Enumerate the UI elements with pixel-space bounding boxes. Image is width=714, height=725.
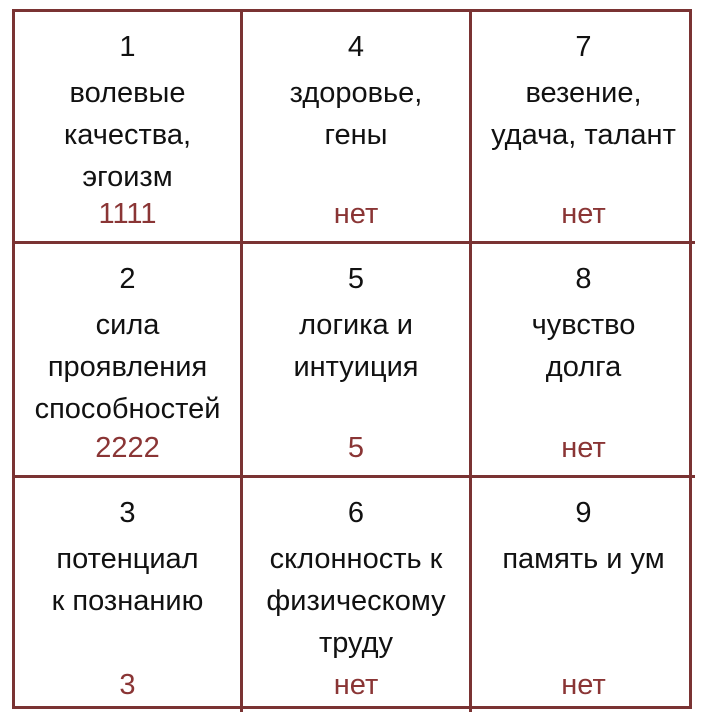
description-line: удача, талант bbox=[491, 119, 676, 151]
grid-cell-2 bbox=[15, 244, 243, 478]
description-line: склонность к bbox=[269, 543, 443, 575]
grid-cell-4 bbox=[243, 12, 472, 244]
cell-description bbox=[15, 72, 240, 198]
description-line: потенциал bbox=[56, 543, 199, 575]
grid-cell-8 bbox=[472, 244, 695, 478]
grid-cell-1 bbox=[15, 12, 243, 244]
cell-value: 3 bbox=[119, 669, 136, 701]
cell-number: 5 bbox=[347, 263, 365, 295]
description-line: к познанию bbox=[51, 585, 204, 617]
cell-number: 7 bbox=[575, 31, 592, 63]
cell-description bbox=[472, 72, 695, 156]
description-line: качества, bbox=[63, 119, 192, 151]
cell-number: 4 bbox=[347, 31, 365, 63]
description-line: физическому bbox=[266, 585, 446, 617]
cell-number: 3 bbox=[119, 497, 136, 529]
grid-cell-6 bbox=[243, 478, 472, 712]
grid-cell-9 bbox=[472, 478, 695, 712]
grid-cell-5 bbox=[243, 244, 472, 478]
cell-number: 9 bbox=[575, 497, 592, 529]
cell-description bbox=[472, 304, 695, 388]
cell-description bbox=[15, 304, 240, 430]
description-line: здоровье, bbox=[289, 77, 423, 109]
cell-number: 2 bbox=[119, 263, 136, 295]
description-line: интуиция bbox=[293, 351, 419, 383]
cell-value: 5 bbox=[347, 432, 365, 464]
cell-value: 1111 bbox=[98, 198, 157, 230]
description-line: везение, bbox=[525, 77, 642, 109]
description-line: сила bbox=[95, 309, 160, 341]
cell-description bbox=[243, 72, 469, 156]
description-line: память и ум bbox=[502, 543, 665, 575]
description-line: логика и bbox=[299, 309, 413, 341]
grid-cell-7 bbox=[472, 12, 695, 244]
cell-number: 6 bbox=[347, 497, 365, 529]
description-line: волевые bbox=[69, 77, 186, 109]
pythagoras-square-grid bbox=[12, 9, 692, 709]
cell-description bbox=[243, 304, 469, 388]
description-line: труду bbox=[318, 627, 394, 659]
cell-value: нет bbox=[561, 198, 606, 230]
cell-value: нет bbox=[561, 432, 606, 464]
cell-description bbox=[243, 538, 469, 664]
grid-cell-3 bbox=[15, 478, 243, 712]
cell-value: нет bbox=[333, 669, 379, 701]
cell-value: нет bbox=[333, 198, 379, 230]
description-line: долга bbox=[545, 351, 622, 383]
cell-value: нет bbox=[561, 669, 606, 701]
description-line: способностей bbox=[34, 393, 221, 425]
cell-number: 8 bbox=[575, 263, 592, 295]
description-line: чувство bbox=[531, 309, 636, 341]
description-line: проявления bbox=[47, 351, 208, 383]
description-line: эгоизм bbox=[82, 161, 173, 193]
cell-number: 1 bbox=[119, 31, 136, 63]
cell-description bbox=[15, 538, 240, 622]
cell-value: 2222 bbox=[95, 432, 160, 464]
cell-description bbox=[472, 538, 695, 580]
description-line: гены bbox=[324, 119, 388, 151]
